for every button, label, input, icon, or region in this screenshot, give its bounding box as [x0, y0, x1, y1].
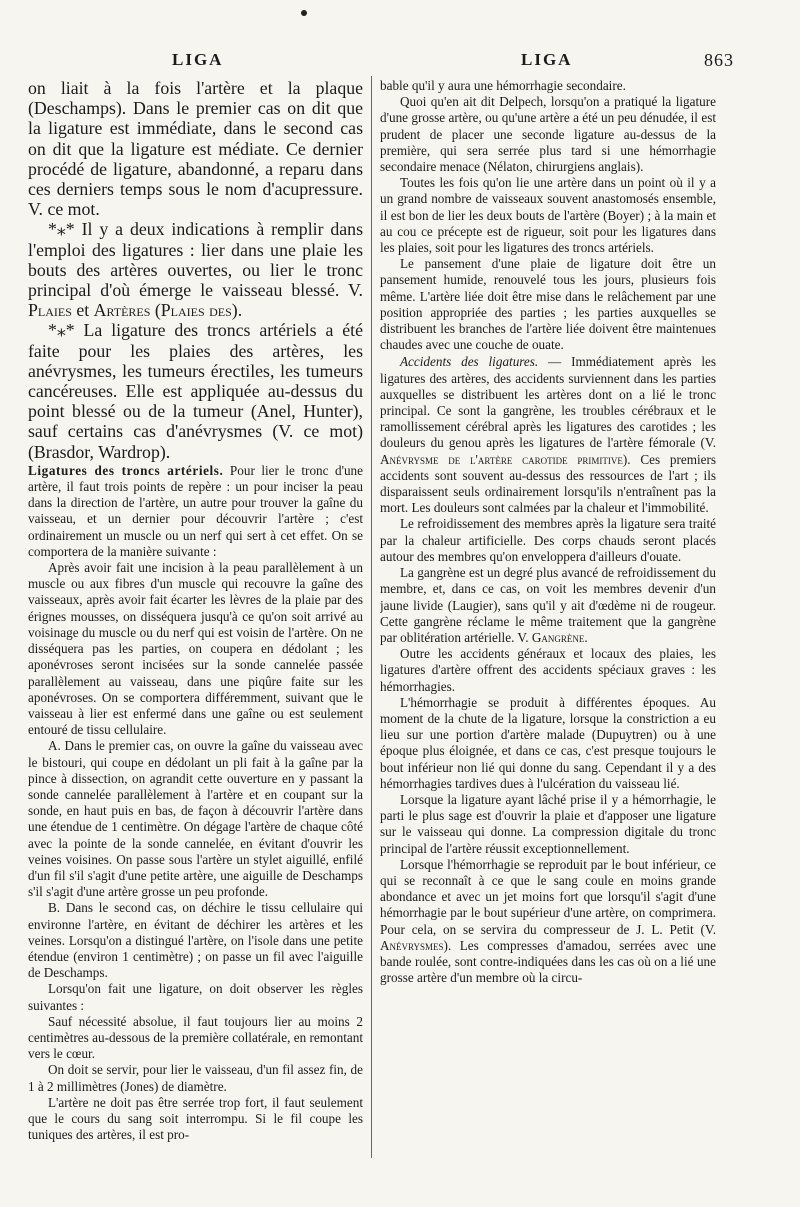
section-heading: Accidents des ligatures. [400, 354, 539, 370]
ink-dot [301, 10, 307, 16]
paragraph: on liait à la fois l'artère et la plaque (Deschamps). Dans le premier cas on dit que la ligature est immédiate, dans le second cas on dit que la ligature est médiate. Ce dernier procédé de ligature, abandonné, a reparu dans ces derniers temps sous le nom d'acupressure. V. ce mot. [28, 78, 363, 220]
running-head-right: LIGA [521, 50, 573, 69]
paragraph: Quoi qu'en ait dit Delpech, lorsqu'on a pratiqué la ligature d'une grosse artère, ou qu'une artère a été un peu dénudée, il est prudent de placer une seconde ligature au-dessus de la première, qui sera serrée plus tard si une hémorrhagie secondaire menace (Nélaton, chirurgiens anglais). [380, 94, 716, 175]
left-column [28, 78, 363, 1163]
page-number: 863 [704, 50, 734, 70]
paragraph: L'artère ne doit pas être serrée trop fort, il faut seulement que le cours du sang soit interrompu. Si le fil coupe les tuniques des artères, il est pro- [28, 1094, 363, 1143]
paragraph: Lorsqu'on fait une ligature, on doit observer les règles suivantes : [28, 981, 363, 1013]
paragraph: bable qu'il y aura une hémorrhagie secondaire. [380, 78, 626, 93]
column-divider [371, 76, 372, 1158]
paragraph: *⁎* Il y a deux indications à remplir dans l'emploi des ligatures : lier dans une plaie les bouts des artères ouvertes, ou lier le tronc principal d'où émerge le vaisseau blessé. V. Plaies et Artères (Plaies des). [28, 219, 363, 321]
paragraph: L'hémorrhagie se produit à différentes époques. Au moment de la chute de la ligature, lorsque la constriction a eu lieu sur une portion d'artère malade (Dupuytren) ou à une époque plus éloignée, et dans ce cas, c'est presque toujours le bout inférieur non lié qui donne du sang. Cependant il y a des hémorrhagies tardives dues à l'ulcération du vaisseau lié. [380, 694, 716, 791]
paragraph: Outre les accidents généraux et locaux des plaies, les ligatures d'artère offrent des accidents spéciaux graves : les hémorrhagies. [380, 646, 716, 694]
paragraph: Le pansement d'une plaie de ligature doit être un pansement humide, renouvelé tous les jours, plusieurs fois même. L'artère liée doit être mise dans le relâchement par une position appropriée des parties ; les parties auxquelles se distribuent les branches de l'artère liée doivent être maintenues chaudes avec une couche de ouate. [380, 256, 716, 353]
paragraph: A. Dans le premier cas, on ouvre la gaîne du vaisseau avec le bistouri, qui coupe en dédolant un pli fait à la gaîne par la pince à dissection, on agrandit cette ouverture en y passant la sonde cannelée parallèlement à l'artère et en coupant sur la sonde, en haut puis en bas, de façon à découvrir l'artère dans une étendue de 1 centimètre. On dégage l'artère de chaque côté avec la pointe de la sonde cannelée, en évitant d'ouvrir les veines voisines. On passe sous l'artère un stylet aiguillé, enfilé d'un fil s'il s'agit d'une petite artère, une aiguille de Deschamps s'il s'agit d'une artère grosse un peu profonde. [28, 738, 363, 900]
paragraph: *⁎* La ligature des troncs artériels a été faite pour les plaies des artères, les anévrysmes, les tumeurs érectiles, les tumeurs cancéreuses. Elle est appliquée au-dessus du point blessé ou de la tumeur (Anel, Hunter), sauf certains cas d'anévrysmes (V. ce mot) (Brasdor, Wardrop). [28, 320, 363, 462]
paragraph: Lorsque l'hémorrhagie se reproduit par le bout inférieur, ce qui se reconnaît à ce que le sang coule en moins grande abondance et avec un jet moins fort que lorsqu'il s'agit d'une hémorrhagie par le bout supérieur d'une artère, on comprimera. Pour cela, on se servira du compresseur de J. L. Petit (V. Anévrysmes). Les compresses d'amadou, serrées avec une bande roulée, sont contre-indiquées dans les cas où on a lié une grosse artère d'un membre où la circu- [380, 856, 716, 986]
paragraph: Accidents des ligatures. — Immédiatement après les ligatures des artères, des accidents surviennent dans les parties auxquelles se distribuent les artères dont on a lié le tronc principal. Ce sont la gangrène, les troubles cérébraux et le ramollissement cérébral après les ligatures des carotides ; les douleurs du genou après les ligatures de l'artère fémorale (V. Anévrysme de l'artère carotide primitive). Ces premiers accidents sont souvent au-dessus des ressources de l'art ; ils disparaissent seuls ordinairement lorsqu'ils n'entraînent pas la mort. Les douleurs sont calmées par la chaleur et l'immobilité. [380, 354, 716, 516]
section-heading: Ligatures des troncs artériels. [28, 462, 224, 478]
paragraph: Après avoir fait une incision à la peau parallèlement à un muscle ou aux fibres d'un muscle qui recouvre la gaîne des vaisseaux, après avoir fait écarter les lèvres de la plaie par des érignes mousses, on disséquera jusqu'à ce qu'on soit arrivé au voisinage du muscle ou du nerf qui est voisin de l'artère. On ne disséquera pas les parties, on coupera en dédolant ; les aponévroses seront incisées sur la sonde cannelée passée parallèlement au vaisseau, dans une piqûre faite sur les aponévroses. On se comportera différemment, suivant que le vaisseau à lier est enfermé dans une gaîne ou est seulement entouré de tissu cellulaire. [28, 560, 363, 738]
paragraph: B. Dans le second cas, on déchire le tissu cellulaire qui environne l'artère, en évitant de déchirer les artères et les veines. Lorsqu'on a distingué l'artère, on l'isole dans une petite étendue (environ 1 centimètre) ; on passe un fil avec l'aiguille de Deschamps. [28, 900, 363, 981]
paragraph: Ligatures des troncs artériels. Pour lier le tronc d'une artère, il faut trois points de repère : un pour inciser la peau dans la direction de l'artère, un autre pour trouver la gaîne du vaisseau, et un dernier pour découvrir l'artère ; c'est ordinairement un muscle ou un nerf qui sert à cet effet. On se comportera de la manière suivante : [28, 462, 363, 559]
running-head-left: LIGA [172, 50, 224, 69]
right-column [380, 78, 716, 1168]
paragraph: On doit se servir, pour lier le vaisseau, d'un fil assez fin, de 1 à 2 millimètres (Jones) de diamètre. [28, 1062, 363, 1094]
paragraph: Lorsque la ligature ayant lâché prise il y a hémorrhagie, le parti le plus sage est d'ouvrir la plaie et d'apposer une ligature sur le vaisseau qui donne. La compression digitale du tronc principal de l'artère réussit exceptionnellement. [380, 791, 716, 856]
asterism: *⁎* [48, 320, 75, 341]
paragraph: Toutes les fois qu'on lie une artère dans un point où il y a un grand nombre de vaisseaux souvent anastomosés ensemble, il est bon de lier les deux bouts de l'artère (Boyer) ; à la main et au cou ce précepte est de rigueur, soit pour les ligatures dans les plaies, soit pour les ligatures des troncs artériels. [380, 175, 716, 256]
asterism: *⁎* [48, 219, 75, 240]
paragraph: La gangrène est un degré plus avancé de refroidissement du membre, et, dans ce cas, on voit les membres devenir d'un jaune livide (Laugier), sans qu'il y ait d'œdème ni de rougeur. Cette gangrène réclame le même traitement que la gangrène par oblitération artérielle. V. Gangrène. [380, 565, 716, 645]
paragraph: Sauf nécessité absolue, il faut toujours lier au moins 2 centimètres au-dessous de la première collatérale, en remontant vers le cœur. [28, 1013, 363, 1062]
paragraph: Le refroidissement des membres après la ligature sera traité par la chaleur artificielle. Des corps chauds seront placés autour des membres qu'on enveloppera d'ailleurs d'ouate. [380, 516, 716, 564]
